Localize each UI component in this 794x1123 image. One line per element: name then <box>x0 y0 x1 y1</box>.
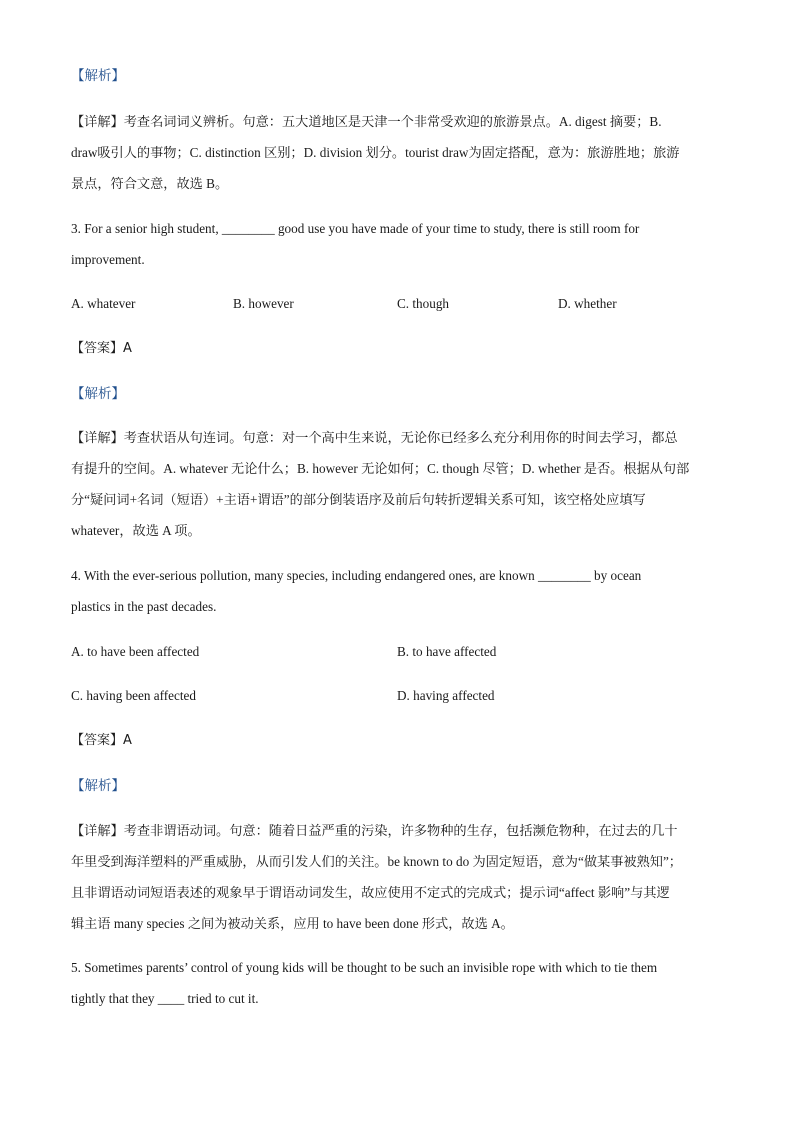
detail-line: 且非谓语动词短语表述的观象早于谓语动词发生，故应使用不定式的完成式；提示词“affect 影响”与其逻 <box>71 885 670 900</box>
question-5-stem: tightly that they ____ tried to cut it. <box>71 991 259 1006</box>
question-3-stem: 3. For a senior high student, ________ good use you have made of your time to study, there is still room for <box>71 221 640 236</box>
option-b: B. however <box>233 296 294 311</box>
option-d: D. whether <box>558 296 617 311</box>
jiexi-label-1: 【解析】 <box>71 68 125 84</box>
option-a: A. whatever <box>71 296 136 311</box>
option-d: D. having affected <box>397 688 495 703</box>
question-3-stem: improvement. <box>71 252 145 267</box>
question-4-stem: plastics in the past decades. <box>71 599 217 614</box>
question-4-stem: 4. With the ever-serious pollution, many species, including endangered ones, are known ________ by ocean <box>71 568 642 583</box>
detail-line: 【详解】考查名词词义辨析。句意：五大道地区是天津一个非常受欢迎的旅游景点。A. digest 摘要；B. <box>71 114 662 129</box>
jiexi-label-3: 【解析】 <box>71 386 125 402</box>
option-b: B. to have affected <box>397 644 497 659</box>
detail-line: 【详解】考查状语从句连词。句意：对一个高中生来说，无论你已经多么充分利用你的时间去学习，都总 <box>71 430 678 445</box>
option-c: C. having been affected <box>71 688 196 703</box>
option-c: C. though <box>397 296 450 311</box>
detail-line: whatever，故选 A 项。 <box>71 523 201 538</box>
detail-line: 有提升的空间。A. whatever 无论什么；B. however 无论如何；C. though 尽管；D. whether 是否。根据从句部 <box>71 461 690 476</box>
detail-line: 年里受到海洋塑料的严重威胁，从而引发人们的关注。be known to do 为固定短语，意为“做某事被熟知”； <box>71 854 682 869</box>
jiexi-label-4: 【解析】 <box>71 778 125 794</box>
question-5-stem: 5. Sometimes parents’ control of young kids will be thought to be such an invisible rope with which to tie them <box>71 960 658 975</box>
option-a: A. to have been affected <box>71 644 200 659</box>
answer-label-4: 【答案】A <box>71 733 132 748</box>
detail-line: draw吸引人的事物；C. distinction 区别；D. division 划分。tourist draw为固定搭配，意为：旅游胜地；旅游 <box>71 145 680 160</box>
answer-label-3: 【答案】A <box>71 341 132 356</box>
detail-line: 景点，符合文意，故选 B。 <box>71 176 229 191</box>
detail-line: 辑主语 many species 之间为被动关系，应用 to have been done 形式，故选 A。 <box>71 916 514 931</box>
detail-line: 分“疑问词+名词（短语）+主语+谓语”的部分倒装语序及前后句转折逻辑关系可知，该空格处应填写 <box>71 492 646 507</box>
detail-line: 【详解】考查非谓语动词。句意：随着日益严重的污染，许多物种的生存，包括濒危物种，在过去的几十 <box>71 823 678 838</box>
